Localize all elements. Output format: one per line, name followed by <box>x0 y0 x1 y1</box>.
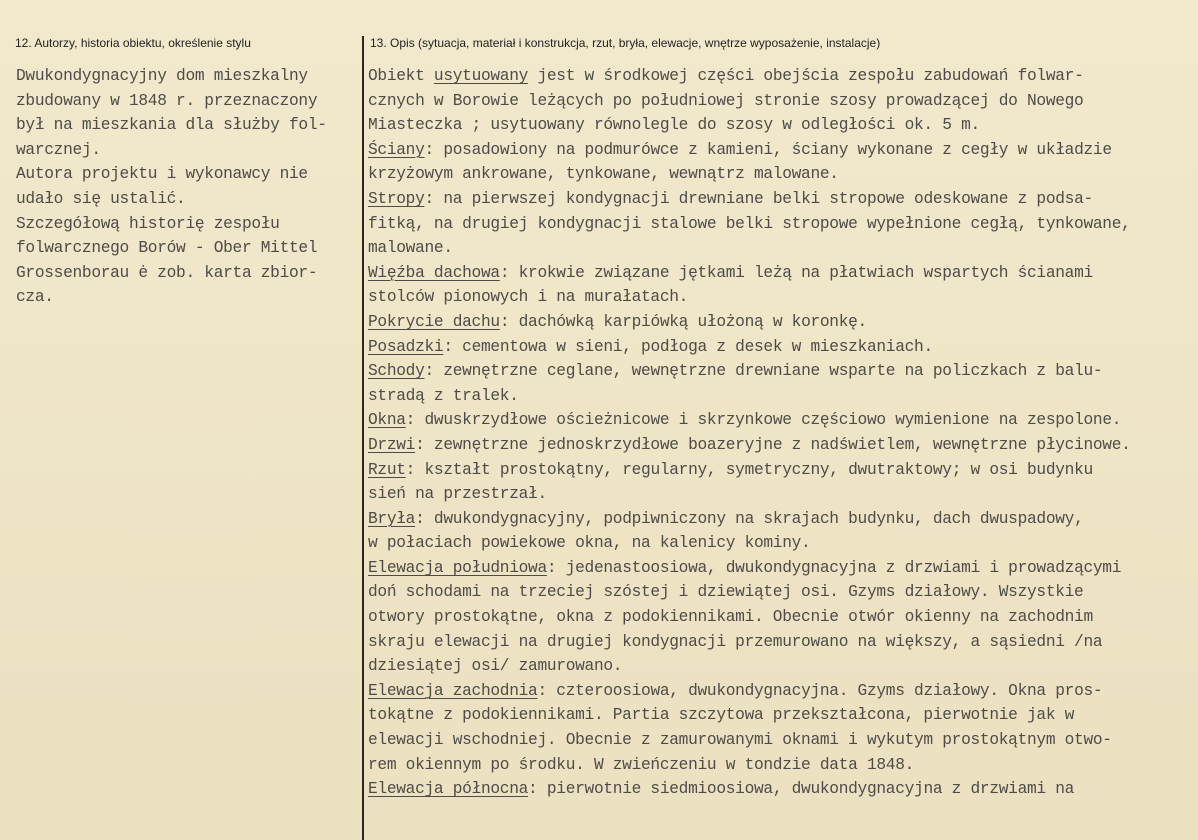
description-line <box>368 113 1131 138</box>
line-text: doń schodami na trzeciej szóstej i dziewiątej osi. Gzyms działowy. Wszystkie <box>368 583 1084 602</box>
description-line <box>368 335 1131 360</box>
section-label: Bryła <box>368 509 416 528</box>
section-label: Okna <box>368 411 406 430</box>
line-text: tokątne z podokiennikami. Partia szczytowa przekształcona, pierwotnie jak w <box>368 706 1075 725</box>
section-13-header: 13. Opis (sytuacja, materiał i konstrukcja, rzut, bryła, elewacje, wnętrze wyposażenie, instalacje) <box>370 36 881 50</box>
line-text: malowane. <box>368 239 453 258</box>
section-label: Pokrycie dachu <box>368 312 500 331</box>
description-line <box>368 261 1131 286</box>
left-text-line: zbudowany w 1848 r. przeznaczony <box>16 91 318 110</box>
description-line <box>368 458 1131 483</box>
line-text: : zewnętrzne jednoskrzydłowe boazeryjne z nadświetlem, wewnętrzne płycinowe. <box>415 435 1131 454</box>
left-text-line: Dwukondygnacyjny dom mieszkalny <box>16 67 308 85</box>
section-label: Stropy <box>368 189 425 208</box>
line-text: : dwuskrzydłowe ościeżnicowe i skrzynkowe częściowo wymienione na zespolone. <box>405 411 1122 430</box>
line-text: sień na przestrzał. <box>368 485 547 504</box>
line-text: elewacji wschodniej. Obecnie z zamurowanymi oknami i wykutym prostokątnym otwo- <box>368 731 1112 750</box>
section-label: Schody <box>368 362 425 381</box>
line-text: dziesiątej osi/ zamurowano. <box>368 657 623 676</box>
column-divider <box>362 36 364 840</box>
line-text: : zewnętrzne ceglane, wewnętrzne drewniane wsparte na policzkach z balu- <box>424 362 1103 381</box>
authors-history-column <box>16 64 327 310</box>
line-text: : pierwotnie siedmioosiowa, dwukondygnacyjna z drzwiami na <box>528 780 1075 799</box>
line-text: : krokwie związane jętkami leżą na płatwiach wspartych ścianami <box>499 263 1093 282</box>
description-line <box>368 64 1131 89</box>
section-label: Więźba dachowa <box>368 263 500 282</box>
line-text: Miasteczka ; usytuowany równolegle do szosy w odległości ok. 5 m. <box>368 116 980 135</box>
left-text-line: udało się ustalić. <box>16 189 186 208</box>
line-text: : kształt prostokątny, regularny, symetryczny, dwutraktowy; w osi budynku <box>405 460 1093 479</box>
line-text: : czteroosiowa, dwukondygnacyjna. Gzyms działowy. Okna pros- <box>537 681 1103 700</box>
description-line <box>368 728 1131 753</box>
line-text: skraju elewacji na drugiej kondygnacji przemurowano na większy, a sąsiedni /na <box>368 632 1103 651</box>
line-text: : dachówką karpiówką ułożoną w koronkę. <box>499 312 867 331</box>
line-text: otwory prostokątne, okna z podokiennikami. Obecnie otwór okienny na zachodnim <box>368 608 1093 627</box>
left-text-line: folwarcznego Borów - Ober Mittel <box>16 239 318 258</box>
left-text-line: był na mieszkania dla służby fol- <box>16 116 327 135</box>
line-text: : jedenastoosiowa, dwukondygnacyjna z drzwiami i prowadzącymi <box>546 558 1122 577</box>
section-label: Elewacja północna <box>368 780 529 799</box>
left-text-line: cza. <box>16 288 54 307</box>
line-text: : posadowiony na podmurówce z kamieni, ściany wykonane z cegły w układzie <box>424 140 1112 159</box>
section-label: Drzwi <box>368 435 416 454</box>
line-text: : cementowa w sieni, podłoga z desek w mieszkaniach. <box>443 337 933 356</box>
description-line <box>368 162 1131 187</box>
section-label: Rzut <box>368 460 406 479</box>
description-line <box>368 384 1131 409</box>
line-text: fitką, na drugiej kondygnacji stalowe belki stropowe wypełnione cegłą, tynkowane, <box>368 214 1131 233</box>
left-text-line: Autora projektu i wykonawcy nie <box>16 165 308 184</box>
left-text-line: Grossenborau ė zob. karta zbior- <box>16 263 318 282</box>
description-line <box>368 630 1131 655</box>
description-line <box>368 753 1131 778</box>
description-line <box>368 703 1131 728</box>
line-text: cznych w Borowie leżących po południowej stronie szosy prowadzącej do Nowego <box>368 91 1084 110</box>
line-text: jest w środkowej części obejścia zespołu zabudowań folwar- <box>528 67 1084 85</box>
description-line <box>368 654 1131 679</box>
section-12-header: 12. Autorzy, historia obiektu, określenie stylu <box>15 36 251 50</box>
description-line <box>368 777 1131 802</box>
description-line <box>368 408 1131 433</box>
description-line <box>368 482 1131 507</box>
line-text: stradą z tralek. <box>368 386 519 405</box>
description-line <box>368 310 1131 335</box>
section-label: Elewacja zachodnia <box>368 681 538 700</box>
line-text: rem okiennym po środku. W zwieńczeniu w tondzie data 1848. <box>368 755 915 774</box>
left-text-line: warcznej. <box>16 140 101 159</box>
description-line <box>368 531 1131 556</box>
description-line <box>368 212 1131 237</box>
description-line <box>368 679 1131 704</box>
section-label: Ściany <box>368 140 425 159</box>
description-column <box>368 64 1131 802</box>
line-text: krzyżowym ankrowane, tynkowane, wewnątrz malowane. <box>368 165 839 184</box>
description-line <box>368 556 1131 581</box>
left-text-line: Szczegółową historię zespołu <box>16 214 280 233</box>
description-line <box>368 285 1131 310</box>
line-text: : na pierwszej kondygnacji drewniane belki stropowe odeskowane z podsa- <box>424 189 1093 208</box>
description-line <box>368 507 1131 532</box>
line-text: w połaciach powiekowe okna, na kalenicy kominy. <box>368 534 811 553</box>
line-text: : dwukondygnacyjny, podpiwniczony na skrajach budynku, dach dwuspadowy, <box>415 509 1084 528</box>
line-text: stolców pionowych i na murałatach. <box>368 288 689 307</box>
description-line <box>368 187 1131 212</box>
section-label: Elewacja południowa <box>368 558 547 577</box>
description-line <box>368 433 1131 458</box>
description-line <box>368 138 1131 163</box>
description-line <box>368 580 1131 605</box>
section-label: Posadzki <box>368 337 444 356</box>
description-line <box>368 236 1131 261</box>
line-text: Obiekt <box>368 67 434 85</box>
description-line <box>368 605 1131 630</box>
underlined-term: usytuowany <box>433 67 529 85</box>
description-line <box>368 89 1131 114</box>
description-line <box>368 359 1131 384</box>
